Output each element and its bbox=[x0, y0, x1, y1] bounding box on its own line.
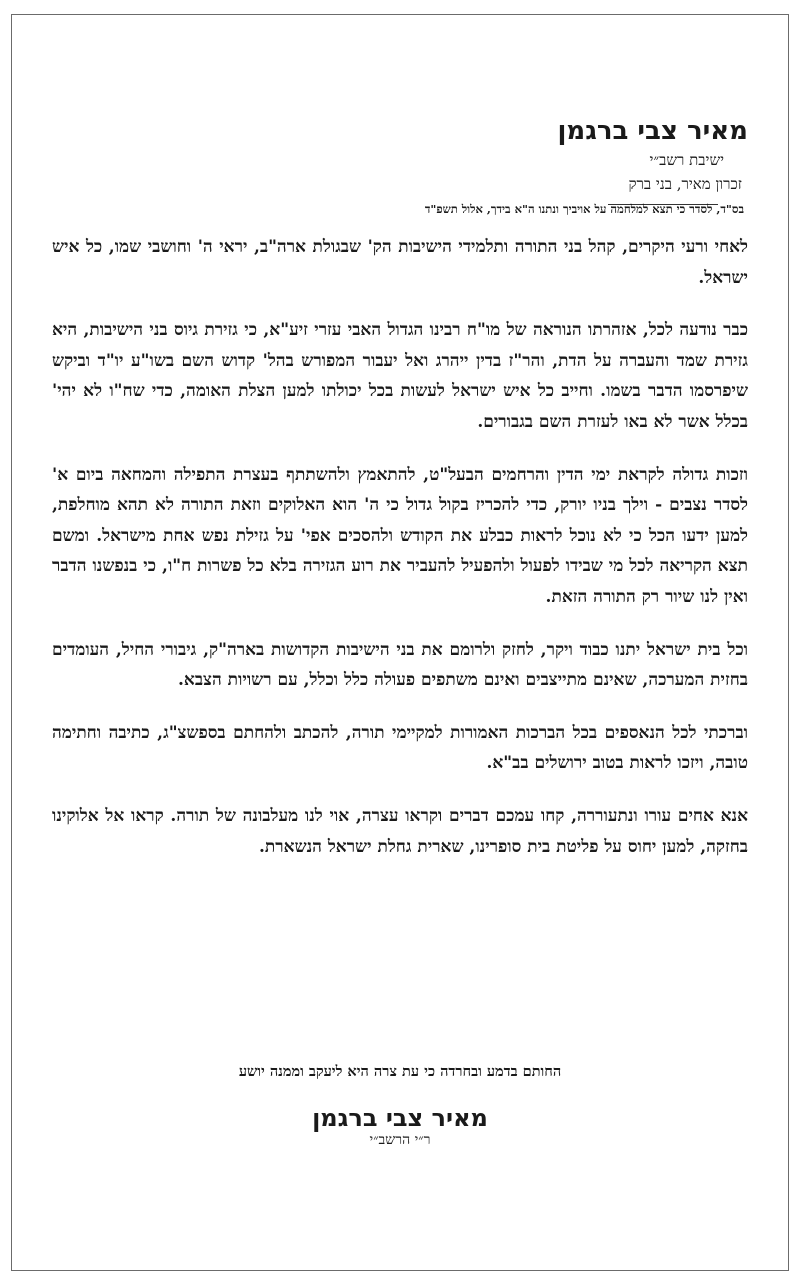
signature-title: ר״י הרשב״י bbox=[369, 1132, 431, 1148]
letterhead-address: זכרון מאיר, בני ברק bbox=[628, 175, 742, 193]
closing-line: החותם בדמע ובחרדה כי עת צרה היא ליעקב וממנה יושע bbox=[238, 1063, 562, 1080]
paragraph: וברכתי לכל הנאספים בכל הברכות האמורות למקיימי תורה, להכתב ולהחתם בספשצ"ג, כתיבה וחתימה טובה, ויזכו לראות בטוב ירושלים בב"א. bbox=[52, 722, 748, 774]
letter-body bbox=[52, 232, 748, 884]
signature-name: מאיר צבי ברגמן bbox=[312, 1104, 488, 1132]
letterhead-institution: ישיבת רשב״י bbox=[649, 151, 724, 169]
letterhead-name: מאיר צבי ברגמן bbox=[557, 116, 748, 146]
paragraph: אנא אחים עורו ונתעוררה, קחו עמכם דברים וקראו עצרה, אוי לנו מעלבונה של תורה. קראו אל אלוקינו בחזקה, למען יחוס על פליטת בית סופרינו, שארית גחלת ישראל הנשארת. bbox=[52, 805, 748, 857]
paragraph: וזכות גדולה לקראת ימי הדין והרחמים הבעל"ט, להתאמץ ולהשתתף בעצרת התפילה והמחאה ביום א' לסדר נצבים - וילך בניו יורק, כדי להכריז בקול גדול כי ה' הוא האלוקים וזאת התורה לא תהא מוחלפת, למען ידעו הכל כי לא נוכל לראות כבלע את הקודש ולהסכים אפי' על גזילת נפש אחת מישראל. ומשם תצא הקריאה לכל מי שבידו לפעול ולהפעיל להעביר את רוע הגזירה בלא כל פשרות ח"ו, כי בנפשנו הדבר ואין לנו שיור רק התורה הזאת. bbox=[52, 464, 748, 607]
dateline: בס"ד, לסדר כי תצא למלחמה על אויביך ונתנו ה"א בידך, אלול תשפ"ד bbox=[424, 202, 744, 216]
signature-block bbox=[60, 1103, 740, 1149]
letterhead bbox=[508, 114, 748, 196]
paragraph: כבר נודעה לכל, אזהרתו הנוראה של מו"ח רבינו הגדול האבי עזרי זיע"א, כי גזירת גיוס בני הישיבות, היא גזירת שמד והעברה על הדת, והר"ז בדין ייהרג ואל יעבור המפורש בהל' קדוש השם בשו"ע יו"ד וביקש שיפרסמו הדבר בשמו. וחייב כל איש ישראל לעשות בכל יכולתו למען הצלת האומה, כדי שח"ו לא יהי' בכלל אשר לא באו לעזרת השם בגבורים. bbox=[52, 320, 748, 432]
paragraph-salutation: לאחי ורעי היקרים, קהל בני התורה ותלמידי הישיבות הק' שבגולת ארה"ב, יראי ה' וחושבי שמו, כל איש ישראל. bbox=[52, 237, 748, 288]
paragraph: וכל בית ישראל יתנו כבוד ויקר, לחזק ולרומם את בני הישיבות הקדושות בארה"ק, גיבורי החיל, העומדים בחזית המערכה, שאינם מתייצבים ואינם משתפים פעולה כלל וכלל, עם רשויות הצבא. bbox=[52, 639, 748, 691]
